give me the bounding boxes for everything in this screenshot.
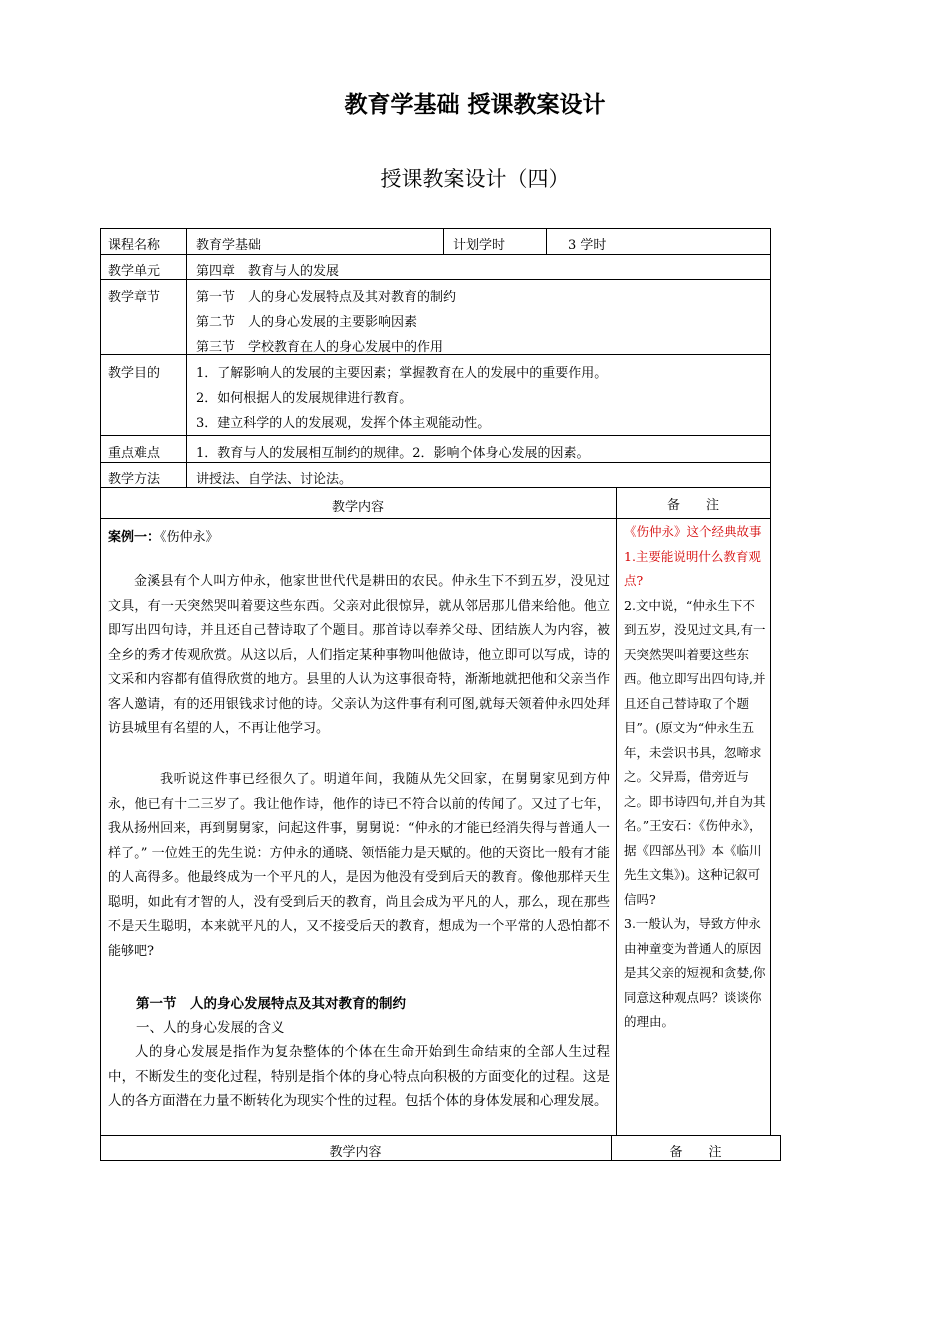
notes-column: [624, 520, 766, 1035]
case-paragraph-2: 我听说这件事已经很久了。明道年间，我随从先父回家，在舅舅家见到方仲永，他已有十二三岁了。我让他作诗，他作的诗已不符合以前的传闻了。又过了七年，我从扬州回来，再到舅舅家，问起这件事，舅舅说：“仲永的才能已经消失得与普通人一样了。” 一位姓王的先生说：方仲永的通晓、领悟能力是天赋的。他的天资比一般有才能的人高得多。他最终成为一个平凡的人，是因为他没有受到后天的教育。像他那样天生聪明，如此有才智的人，没有受到后天的教育，尚且会成为平凡的人，那么，现在那些不是天生聪明，本来就平凡的人，又不接受后天的教育，想成为一个平常的人恐怕都不能够吧?: [108, 772, 610, 959]
section-item: 第一节 人的身心发展特点及其对教育的制约: [196, 290, 457, 305]
goal-item: 2．如何根据人的发展规律进行教育。: [196, 391, 413, 406]
case-paragraph-1: 金溪县有个人叫方仲永，他家世世代代是耕田的农民。仲永生下不到五岁，没见过文具，有一天突然哭叫着要这些东西。父亲对此很惊异，就从邻居那儿借来给他。他立即写出四句诗，并且还自己替诗取了个题目。那首诗以奉养父母、团结族人为内容，被全乡的秀才传观欣赏。从这以后，人们指定某种事物叫他做诗，他立即可以写成，诗的文采和内容都有值得欣赏的地方。县里的人认为这事很奇特，渐渐地就把他和父亲当作客人邀请，有的还用银钱求讨他的诗。父亲认为这件事有利可图,就每天领着仲永四处拜访县城里有名望的人，不再让他学习。: [108, 574, 610, 736]
teaching-sections-label: 教学章节: [108, 290, 161, 305]
key-points-label: 重点难点: [108, 446, 161, 461]
key-points-value: 1．教育与人的发展相互制约的规律。2．影响个体身心发展的因素。: [196, 446, 590, 461]
teaching-unit-label: 教学单元: [108, 264, 161, 279]
footer-notes-header: 备 注: [669, 1145, 722, 1160]
teaching-unit-value: 第四章 教育与人的发展: [196, 264, 340, 279]
course-name-value: 教育学基础: [196, 238, 262, 253]
footer-content-header: 教学内容: [329, 1145, 382, 1160]
content-header: 教学内容: [331, 500, 384, 515]
section-body-text: 人的身心发展是指作为复杂整体的个体在生命开始到生命结束的全部人生过程中，不断发生的变化过程，特别是指个体的身心特点向积极的方面变化的过程。这是人的各方面潜在力量不断转化为现实个性的过程。包括个体的身体发展和心理发展。: [108, 1044, 610, 1109]
teaching-method-label: 教学方法: [108, 472, 161, 487]
section-item: 第三节 学校教育在人的身心发展中的作用: [196, 340, 444, 355]
case-title-label: 案例一：: [108, 530, 161, 545]
document-subtitle: 授课教案设计（四）: [380, 167, 570, 191]
goal-item: 1．了解影响人的发展的主要因素；掌握教育在人的发展中的重要作用。: [196, 366, 608, 381]
section-item: 第二节 人的身心发展的主要影响因素: [196, 315, 418, 330]
planned-hours-label: 计划学时: [453, 238, 506, 253]
case-title: [108, 526, 219, 545]
course-name-label: 课程名称: [108, 238, 161, 253]
teaching-goals-label: 教学目的: [108, 366, 161, 381]
goal-item: 3．建立科学的人的发展观，发挥个体主观能动性。: [196, 416, 491, 431]
note-question-1: 《伤仲永》这个经典故事 1.主要能说明什么教育观点?: [624, 524, 762, 588]
planned-hours-value: 3 学时: [568, 238, 607, 253]
case-title-name: 《伤仲永》: [160, 530, 219, 545]
section-subheading: 一、人的身心发展的含义: [136, 1020, 285, 1036]
note-question-2: 2.文中说，“仲永生下不到五岁，没见过文具,有一天突然哭叫着要这些东西。他立即写出四句诗,并且还自己替诗取了个题目”。(原文为“仲永生五年，未尝识书具，忽啼求之。父异焉，借旁近与之。即书诗四句,并自为其名。”王安石：《伤仲永》，据《四部丛刊》本《临川先生文集》)。这种记叙可信吗?: [624, 597, 766, 907]
document-title: 教育学基础 授课教案设计: [344, 92, 606, 118]
notes-header: 备 注: [666, 498, 719, 513]
section-heading: 第一节 人的身心发展特点及其对教育的制约: [136, 996, 406, 1012]
teaching-method-value: 讲授法、自学法、讨论法。: [196, 472, 353, 487]
note-question-3: 3.一般认为，导致方仲永由神童变为普通人的原因是其父亲的短视和贪婪,你同意这种观点吗？谈谈你的理由。: [624, 916, 766, 1029]
